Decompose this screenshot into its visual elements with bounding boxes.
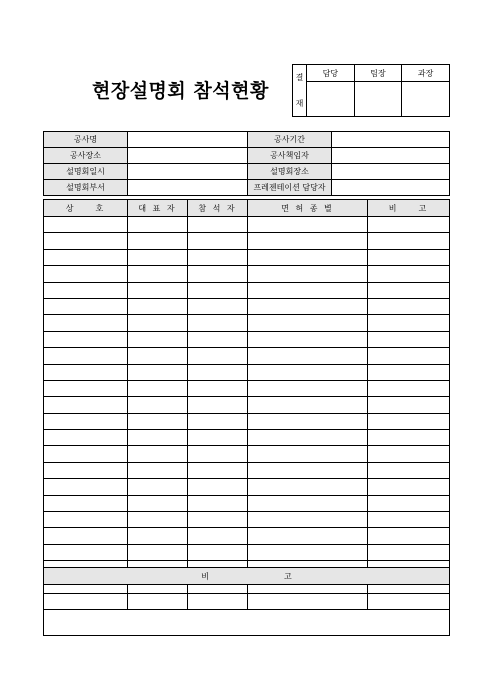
cell-license-type[interactable] xyxy=(248,413,368,429)
table-row xyxy=(44,249,450,265)
cell-representative[interactable] xyxy=(128,413,188,429)
info-row xyxy=(44,148,450,164)
cell-representative[interactable] xyxy=(128,233,188,249)
remarks-header xyxy=(44,568,450,585)
table-row xyxy=(44,397,450,413)
cell-note[interactable] xyxy=(368,217,450,233)
cell-note[interactable] xyxy=(368,446,450,462)
cell-license-type[interactable] xyxy=(248,364,368,380)
cell-note[interactable] xyxy=(368,462,450,478)
cell-representative[interactable] xyxy=(128,479,188,495)
cell-license-type[interactable] xyxy=(248,233,368,249)
cell-attendee[interactable] xyxy=(188,495,248,511)
cell-representative[interactable] xyxy=(128,298,188,314)
cell-license-type[interactable] xyxy=(248,315,368,331)
cell-representative[interactable] xyxy=(128,446,188,462)
table-row xyxy=(44,380,450,396)
cell-attendee[interactable] xyxy=(188,462,248,478)
cell-attendee[interactable] xyxy=(188,397,248,413)
approval-col-manager: 과장 xyxy=(402,65,450,82)
approval-box xyxy=(292,64,450,117)
cell-attendee[interactable] xyxy=(188,446,248,462)
table-row xyxy=(44,266,450,282)
cell-license-type[interactable] xyxy=(248,397,368,413)
cell-company[interactable] xyxy=(44,462,128,478)
cell-representative[interactable] xyxy=(128,528,188,544)
cell-attendee[interactable] xyxy=(188,479,248,495)
cell-representative[interactable] xyxy=(128,282,188,298)
cell-representative[interactable] xyxy=(128,249,188,265)
cell-representative[interactable] xyxy=(128,348,188,364)
field-briefing-location[interactable] xyxy=(332,164,450,180)
table-row xyxy=(44,298,450,314)
table-row xyxy=(44,331,450,347)
cell-license-type[interactable] xyxy=(248,512,368,528)
cell-license-type[interactable] xyxy=(248,249,368,265)
label-briefing-datetime: 설명회일시 xyxy=(44,164,128,180)
cell-note[interactable] xyxy=(368,364,450,380)
cell-company[interactable] xyxy=(44,348,128,364)
cell-note[interactable] xyxy=(368,266,450,282)
approval-side-top: 결 xyxy=(295,72,304,82)
cell-company[interactable] xyxy=(44,249,128,265)
table-row xyxy=(44,462,450,478)
cell-note[interactable] xyxy=(368,249,450,265)
cell-company[interactable] xyxy=(44,397,128,413)
cell-license-type[interactable] xyxy=(248,544,368,560)
approval-col-team-lead: 팀장 xyxy=(354,65,402,82)
label-presentation-owner: 프레젠테이션 담당자 xyxy=(248,180,332,196)
cell-representative[interactable] xyxy=(128,266,188,282)
cell-company[interactable] xyxy=(44,266,128,282)
cell-attendee[interactable] xyxy=(188,331,248,347)
field-project-site[interactable] xyxy=(128,148,248,164)
cell-attendee[interactable] xyxy=(188,348,248,364)
field-presentation-owner[interactable] xyxy=(332,180,450,196)
cell-representative[interactable] xyxy=(128,430,188,446)
cell-note[interactable] xyxy=(368,380,450,396)
approval-sign-team-lead[interactable] xyxy=(354,82,402,117)
field-project-manager[interactable] xyxy=(332,148,450,164)
cell-license-type[interactable] xyxy=(248,479,368,495)
cell-company[interactable] xyxy=(44,298,128,314)
cell-representative[interactable] xyxy=(128,462,188,478)
table-row xyxy=(44,512,450,528)
cell-note[interactable] xyxy=(368,348,450,364)
label-briefing-department: 설명회부서 xyxy=(44,180,128,196)
cell-license-type[interactable] xyxy=(248,528,368,544)
cell-company[interactable] xyxy=(44,512,128,528)
approval-sign-staff[interactable] xyxy=(307,82,355,117)
attendee-table xyxy=(43,199,450,610)
table-row xyxy=(44,364,450,380)
approval-sign-manager[interactable] xyxy=(402,82,450,117)
info-row xyxy=(44,164,450,180)
table-row xyxy=(44,544,450,560)
cell-company[interactable] xyxy=(44,479,128,495)
cell-note[interactable] xyxy=(368,298,450,314)
attendee-header-row xyxy=(44,200,450,217)
remarks-label-1: 비 xyxy=(201,571,209,581)
cell-company[interactable] xyxy=(44,544,128,560)
cell-attendee[interactable] xyxy=(188,233,248,249)
label-briefing-location: 설명회장소 xyxy=(248,164,332,180)
cell-attendee[interactable] xyxy=(188,298,248,314)
cell-note[interactable] xyxy=(368,331,450,347)
remarks-label-2: 고 xyxy=(284,571,292,581)
cell-attendee[interactable] xyxy=(188,282,248,298)
approval-side-label xyxy=(293,65,307,117)
cell-note[interactable] xyxy=(368,479,450,495)
cell-note[interactable] xyxy=(368,233,450,249)
cell-company[interactable] xyxy=(44,331,128,347)
table-row xyxy=(44,479,450,495)
header-license-type: 면 허 종 별 xyxy=(248,200,368,217)
table-row xyxy=(44,315,450,331)
cell-company[interactable] xyxy=(44,364,128,380)
label-project-period: 공사기간 xyxy=(248,132,332,148)
cell-attendee[interactable] xyxy=(188,512,248,528)
cell-company[interactable] xyxy=(44,233,128,249)
header-attendee: 참 석 자 xyxy=(188,200,248,217)
cell-note[interactable] xyxy=(368,430,450,446)
cell-company[interactable] xyxy=(44,380,128,396)
cell-license-type[interactable] xyxy=(248,348,368,364)
remarks-field[interactable] xyxy=(44,585,450,636)
table-row xyxy=(44,446,450,462)
table-row xyxy=(44,495,450,511)
table-row xyxy=(44,348,450,364)
cell-note[interactable] xyxy=(368,512,450,528)
cell-representative[interactable] xyxy=(128,495,188,511)
cell-note[interactable] xyxy=(368,413,450,429)
table-row xyxy=(44,430,450,446)
cell-attendee[interactable] xyxy=(188,364,248,380)
table-row xyxy=(44,282,450,298)
table-row xyxy=(44,528,450,544)
cell-representative[interactable] xyxy=(128,364,188,380)
cell-representative[interactable] xyxy=(128,217,188,233)
cell-attendee[interactable] xyxy=(188,413,248,429)
cell-company[interactable] xyxy=(44,217,128,233)
cell-attendee[interactable] xyxy=(188,544,248,560)
cell-company[interactable] xyxy=(44,315,128,331)
cell-representative[interactable] xyxy=(128,397,188,413)
cell-representative[interactable] xyxy=(128,544,188,560)
cell-attendee[interactable] xyxy=(188,249,248,265)
field-project-name[interactable] xyxy=(128,132,248,148)
cell-attendee[interactable] xyxy=(188,380,248,396)
cell-license-type[interactable] xyxy=(248,217,368,233)
cell-license-type[interactable] xyxy=(248,430,368,446)
table-row xyxy=(44,217,450,233)
cell-attendee[interactable] xyxy=(188,528,248,544)
cell-company[interactable] xyxy=(44,528,128,544)
table-row xyxy=(44,233,450,249)
remarks-table xyxy=(43,567,450,636)
cell-license-type[interactable] xyxy=(248,282,368,298)
cell-company[interactable] xyxy=(44,430,128,446)
cell-license-type[interactable] xyxy=(248,266,368,282)
info-row xyxy=(44,180,450,196)
cell-note[interactable] xyxy=(368,282,450,298)
cell-license-type[interactable] xyxy=(248,331,368,347)
cell-note[interactable] xyxy=(368,397,450,413)
field-briefing-datetime[interactable] xyxy=(128,164,248,180)
cell-representative[interactable] xyxy=(128,512,188,528)
info-table xyxy=(43,131,450,196)
header-company: 상 호 xyxy=(44,200,128,217)
cell-representative[interactable] xyxy=(128,331,188,347)
page-title: 현장설명회 참석현황 xyxy=(92,80,269,102)
info-row xyxy=(44,132,450,148)
cell-note[interactable] xyxy=(368,544,450,560)
cell-representative[interactable] xyxy=(128,315,188,331)
header-representative: 대 표 자 xyxy=(128,200,188,217)
field-project-period[interactable] xyxy=(332,132,450,148)
table-row xyxy=(44,413,450,429)
label-project-name: 공사명 xyxy=(44,132,128,148)
cell-attendee[interactable] xyxy=(188,217,248,233)
cell-representative[interactable] xyxy=(128,380,188,396)
cell-note[interactable] xyxy=(368,495,450,511)
cell-company[interactable] xyxy=(44,282,128,298)
cell-license-type[interactable] xyxy=(248,462,368,478)
cell-company[interactable] xyxy=(44,446,128,462)
cell-company[interactable] xyxy=(44,495,128,511)
cell-company[interactable] xyxy=(44,413,128,429)
cell-note[interactable] xyxy=(368,315,450,331)
cell-attendee[interactable] xyxy=(188,266,248,282)
approval-col-staff: 담당 xyxy=(307,65,355,82)
label-project-manager: 공사책임자 xyxy=(248,148,332,164)
header-note: 비 고 xyxy=(368,200,450,217)
cell-license-type[interactable] xyxy=(248,446,368,462)
cell-license-type[interactable] xyxy=(248,380,368,396)
cell-attendee[interactable] xyxy=(188,315,248,331)
cell-license-type[interactable] xyxy=(248,495,368,511)
cell-note[interactable] xyxy=(368,528,450,544)
approval-side-bottom: 재 xyxy=(295,98,304,108)
cell-license-type[interactable] xyxy=(248,298,368,314)
label-project-site: 공사장소 xyxy=(44,148,128,164)
cell-attendee[interactable] xyxy=(188,430,248,446)
attendee-rows xyxy=(44,217,450,610)
field-briefing-department[interactable] xyxy=(128,180,248,196)
